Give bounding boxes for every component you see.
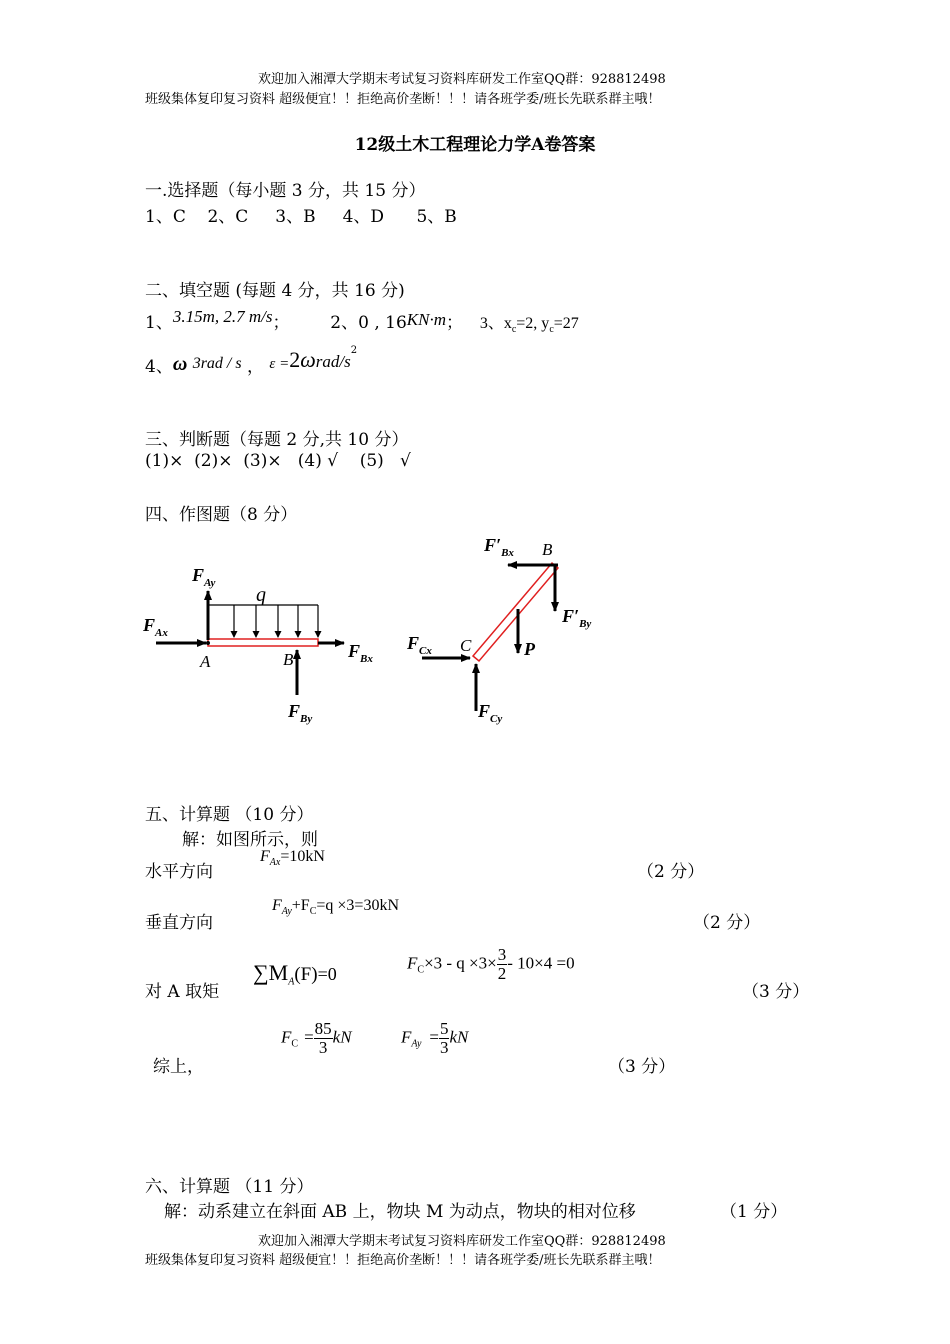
row1-label: 水平方向 [145,862,213,882]
epsilon-exponent: 2 [350,345,358,357]
section-1-heading: 一.选择题（每小题 3 分，共 15 分） [145,181,426,201]
row1-score: （2 分） [637,862,705,882]
section-4-heading: 四、作图题（8 分） [145,505,298,525]
label-fby: $F_{By}$ [288,701,313,725]
free-body-diagram [130,525,610,740]
row1-equation: $F_{Ax}=10kN$ [260,848,325,869]
label-fcy: $F_{Cy}$ [478,701,503,725]
epsilon-symbol: ε = [269,356,290,372]
load-p-label: P [524,639,535,659]
row3-sum-equation: $\sum M_A(F)=0$ [253,960,337,988]
point-b2-label: B [542,540,553,559]
point-b-label: B [283,650,294,669]
section-3-heading: 三、判断题（每题 2 分,共 10 分） [145,430,409,450]
point-a-label: A [200,652,211,671]
section-1-answers: 1、C 2、C 3、B 4、D 5、B [145,207,457,227]
page-title: 12级土木工程理论力学A卷答案 [354,135,596,155]
omega-symbol: ω [172,353,188,375]
label-fby-prime: $F'_{By}$ [562,606,592,630]
omega-value: 3rad / s [192,355,242,372]
row2-label: 垂直方向 [145,913,213,933]
row4-fay-equation: $F_{Ay}$ = $\frac{5}{3}$ kN [401,1019,469,1057]
section-6-heading: 六、计算题 （11 分） [145,1177,314,1197]
epsilon-unit: rad/s [315,352,351,371]
footer-line-2: 班级集体复印复习资料 超级便宜！！拒绝高价垄断！！！请各班学委/班长先联系群主哦！ [145,1253,661,1268]
section-5-heading: 五、计算题 （10 分） [145,805,314,825]
epsilon-value: 2 [289,347,301,372]
q1-prefix: 1、 [145,313,173,333]
header-line-1: 欢迎加入湘潭大学期末考试复习资料库研发工作室QQ群：928812498 [258,72,666,87]
row4-fc-equation: $F_C$ = $\frac{85}{3}$ kN [281,1019,352,1057]
label-fay: $F_{Ay}$ [192,565,216,589]
beam-ab [156,591,344,695]
row2-score: （2 分） [693,913,761,933]
row4-label: 综上， [153,1057,204,1077]
row3-score: （3 分） [742,982,810,1002]
q3-answer: 3、$x_c=2$, $y_c=27$ [479,315,579,336]
section-2-heading: 二、填空题 (每题 4 分，共 16 分) [145,281,405,301]
q2-separator: ； [446,313,463,333]
q4-comma: ， [247,357,265,377]
label-fcx: $F_{Cx}$ [407,633,432,657]
q1-separator: ； [272,313,290,333]
header-line-2: 班级集体复印复习资料 超级便宜！！拒绝高价垄断！！！请各班学委/班长先联系群主哦！ [145,92,661,107]
label-fbx-prime: $F'_{Bx}$ [484,535,514,559]
section-3-answers: (1)× (2)× (3)× (4) √ (5) √ [145,451,411,471]
section-6-score: （1 分） [720,1202,788,1222]
row3-moment-equation: $F_C\times 3 - q \times 3\times$ $\frac{3}{2}$ - 10×4 =0 [407,945,575,983]
row4-score: （3 分） [608,1057,676,1077]
load-q-label: q [256,584,266,606]
q1-answer: 3.15m, 2.7 m/s [172,307,273,326]
row3-label: 对 A 取矩 [145,982,220,1002]
q2-unit: KN·m [406,310,446,329]
row2-equation: $F_{Ay}+F_C=q \times 3=30kN$ [272,897,399,918]
point-c-label: C [460,636,472,655]
section-5-intro: 解：如图所示，则 [182,830,318,850]
member-cb [422,563,558,711]
section-2-line-1 [145,308,579,335]
q2-answer: 2、0 , 16 [330,313,407,333]
omega-inline: ω [300,347,316,372]
q4-prefix: 4、 [145,357,173,377]
label-fax: $F_{Ax}$ [143,615,168,639]
section-2-line-2 [145,345,358,378]
footer-line-1: 欢迎加入湘潭大学期末考试复习资料库研发工作室QQ群：928812498 [258,1234,666,1249]
section-6-line-1: 解：动系建立在斜面 AB 上，物块 M 为动点，物块的相对位移 [164,1202,636,1222]
label-fbx: $F_{Bx}$ [348,641,373,665]
